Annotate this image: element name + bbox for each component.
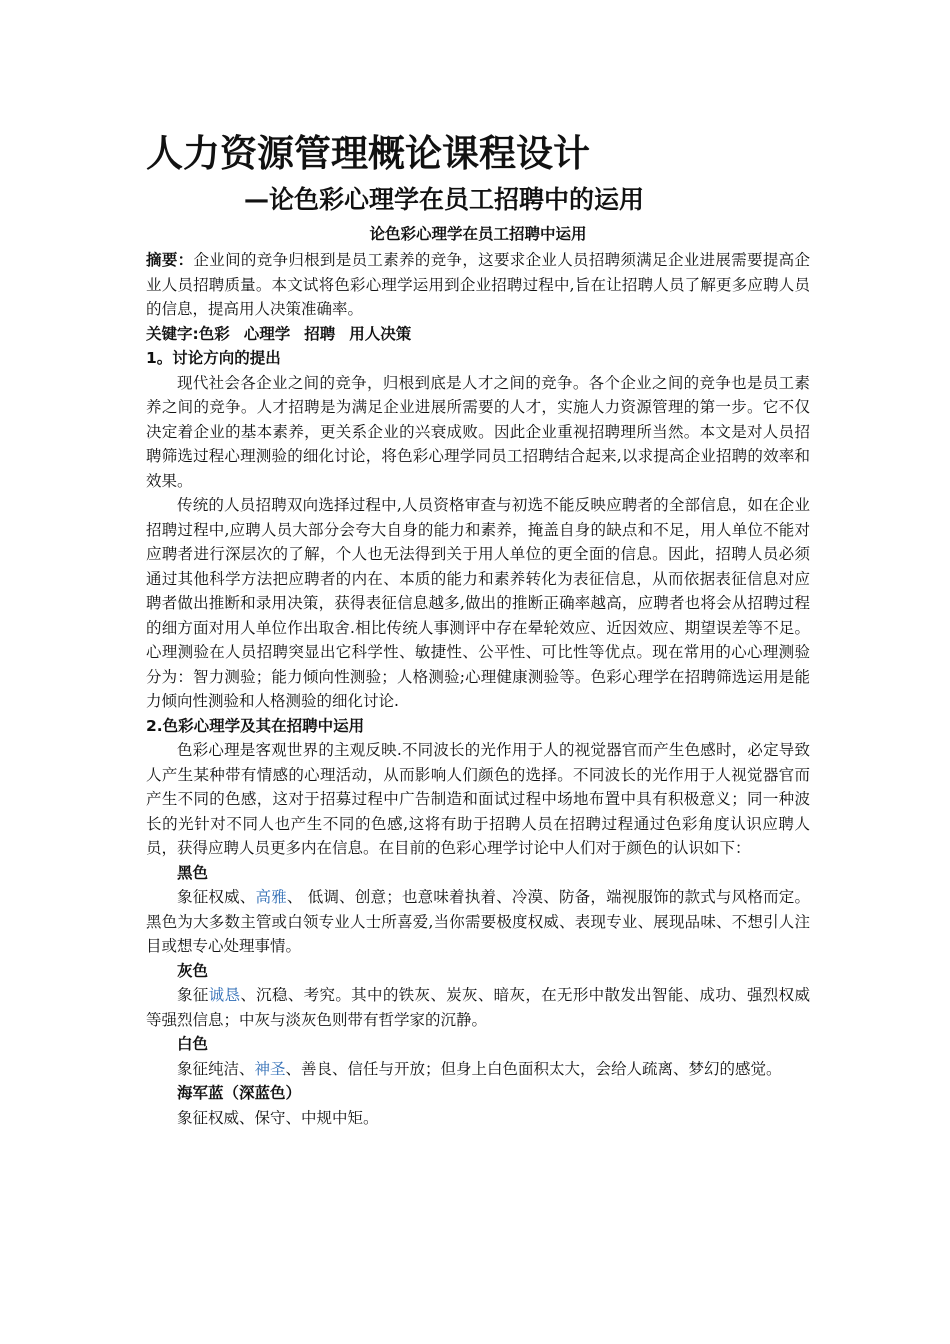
keyword-item: 用人决策 [349,324,412,343]
section-1-paragraph-1: 现代社会各企业之间的竞争，归根到底是人才之间的竞争。各个企业之间的竞争也是员工素养之间的竞争。人才招聘是为满足企业进展所需要的人才，实施人力资源管理的第一步。它不仅决定着企业的基本素养，更关系企业的兴衰成败。因此企业重视招聘理所当然。本文是对人员招聘筛选过程心理测验的细化讨论，将色彩心理学同员工招聘结合起来,以求提高企业招聘的效率和效果。 [146,373,810,490]
color-desc-gray [146,983,810,1032]
color-desc-text: 象征纯洁、 [177,1059,255,1078]
color-heading-navy: 海军蓝（深蓝色） [177,1084,302,1102]
abstract-text: 企业间的竞争归根到是员工素养的竞争，这要求企业人员招聘须满足企业进展需要提高企业人员招聘质量。本文试将色彩心理学运用到企业招聘过程中,旨在让招聘人员了解更多应聘人员的信息，提高用人决策准确率。 [146,251,810,318]
keywords-label: 关键字: [146,324,199,343]
link-gaoya[interactable]: 高雅 [255,888,287,906]
section-1-paragraph-2: 传统的人员招聘双向选择过程中,人员资格审查与初选不能反映应聘者的全部信息，如在企业招聘过程中,应聘人员大部分会夸大自身的能力和素养，掩盖自身的缺点和不足，用人单位不能对应聘者进行深层次的了解，个人也无法得到关于用人单位的更全面的信息。因此，招聘人员必须通过其他科学方法把应聘者的内在、本质的能力和素养转化为表征信息，从而依据表征信息对应聘者做出推断和录用决策，获得表征信息越多,做出的推断正确率越高，应聘者也将会从招聘过程的细方面对用人单位作出取舍.相比传统人事测评中存在晕轮效应、近因效应、期望误差等不足。心理测验在人员招聘突显出它科学性、敏捷性、公平性、可比性等优点。现在常用的心心理测验分为：智力测验；能力倾向性测验；人格测验;心理健康测验等。色彩心理学在招聘筛选运用是能力倾向性测验和人格测验的细化讨论. [146,496,810,710]
color-desc-text: 象征权威、保守、中规中矩。 [177,1108,379,1127]
color-desc-text: 、沉稳、考究。其中的铁灰、炭灰、暗灰，在无形中散发出智能、成功、强烈权威等强烈信息；中灰与淡灰色则带有哲学家的沉静。 [146,986,810,1029]
color-heading-gray: 灰色 [177,961,209,980]
keyword-item: 心理学 [243,324,291,343]
color-desc-text: 象征权威、 [177,888,256,906]
link-shensheng[interactable]: 神圣 [254,1059,286,1078]
keyword-item: 招聘 [304,324,336,343]
color-desc-navy [146,1106,810,1131]
section-2-title: 2.色彩心理学及其在招聘中运用 [146,716,365,735]
document-title: 人力资源管理概论课程设计 [146,132,590,175]
color-desc-white [146,1057,810,1082]
color-heading-white: 白色 [177,1035,209,1053]
document-subtitle: —论色彩心理学在员工招聘中的运用 [244,185,645,214]
color-desc-black [146,885,810,959]
color-desc-text: 、善良、信任与开放；但身上白色面积太大，会给人疏离、梦幻的感觉。 [285,1059,782,1078]
document-page [146,128,810,1130]
color-desc-text: 象征 [177,986,209,1004]
link-chengken[interactable]: 诚恳 [208,986,241,1004]
section-2-paragraph-1: 色彩心理是客观世界的主观反映.不同波长的光作用于人的视觉器官而产生色感时，必定导致人产生某种带有情感的心理活动，从而影响人们颜色的选择。不同波长的光作用于人视觉器官而产生不同的色感，这对于招募过程中广告制造和面试过程中场地布置中具有积极意义；同一种波长的光针对不同人也产生不同的色感,这将有助于招聘人员在招聘过程通过色彩角度认识应聘人员，获得应聘人员更多内在信息。在目前的色彩心理学讨论中人们对于颜色的认识如下： [146,741,810,857]
article-heading: 论色彩心理学在员工招聘中运用 [369,225,587,243]
keywords [146,322,810,347]
abstract [146,248,810,322]
color-desc-text: 、 低调、创意；也意味着执着、冷漠、防备，端视服饰的款式与风格而定。黑色为大多数主管或白领专业人士所喜爱,当你需要极度权威、表现专业、展现品味、不想引人注目或想专心处理事情。 [146,888,810,955]
keyword-item: 色彩 [198,324,230,343]
section-1-title: 1。讨论方向的提出 [146,349,281,367]
abstract-label: 摘要： [146,251,194,269]
color-heading-black: 黑色 [177,863,209,882]
